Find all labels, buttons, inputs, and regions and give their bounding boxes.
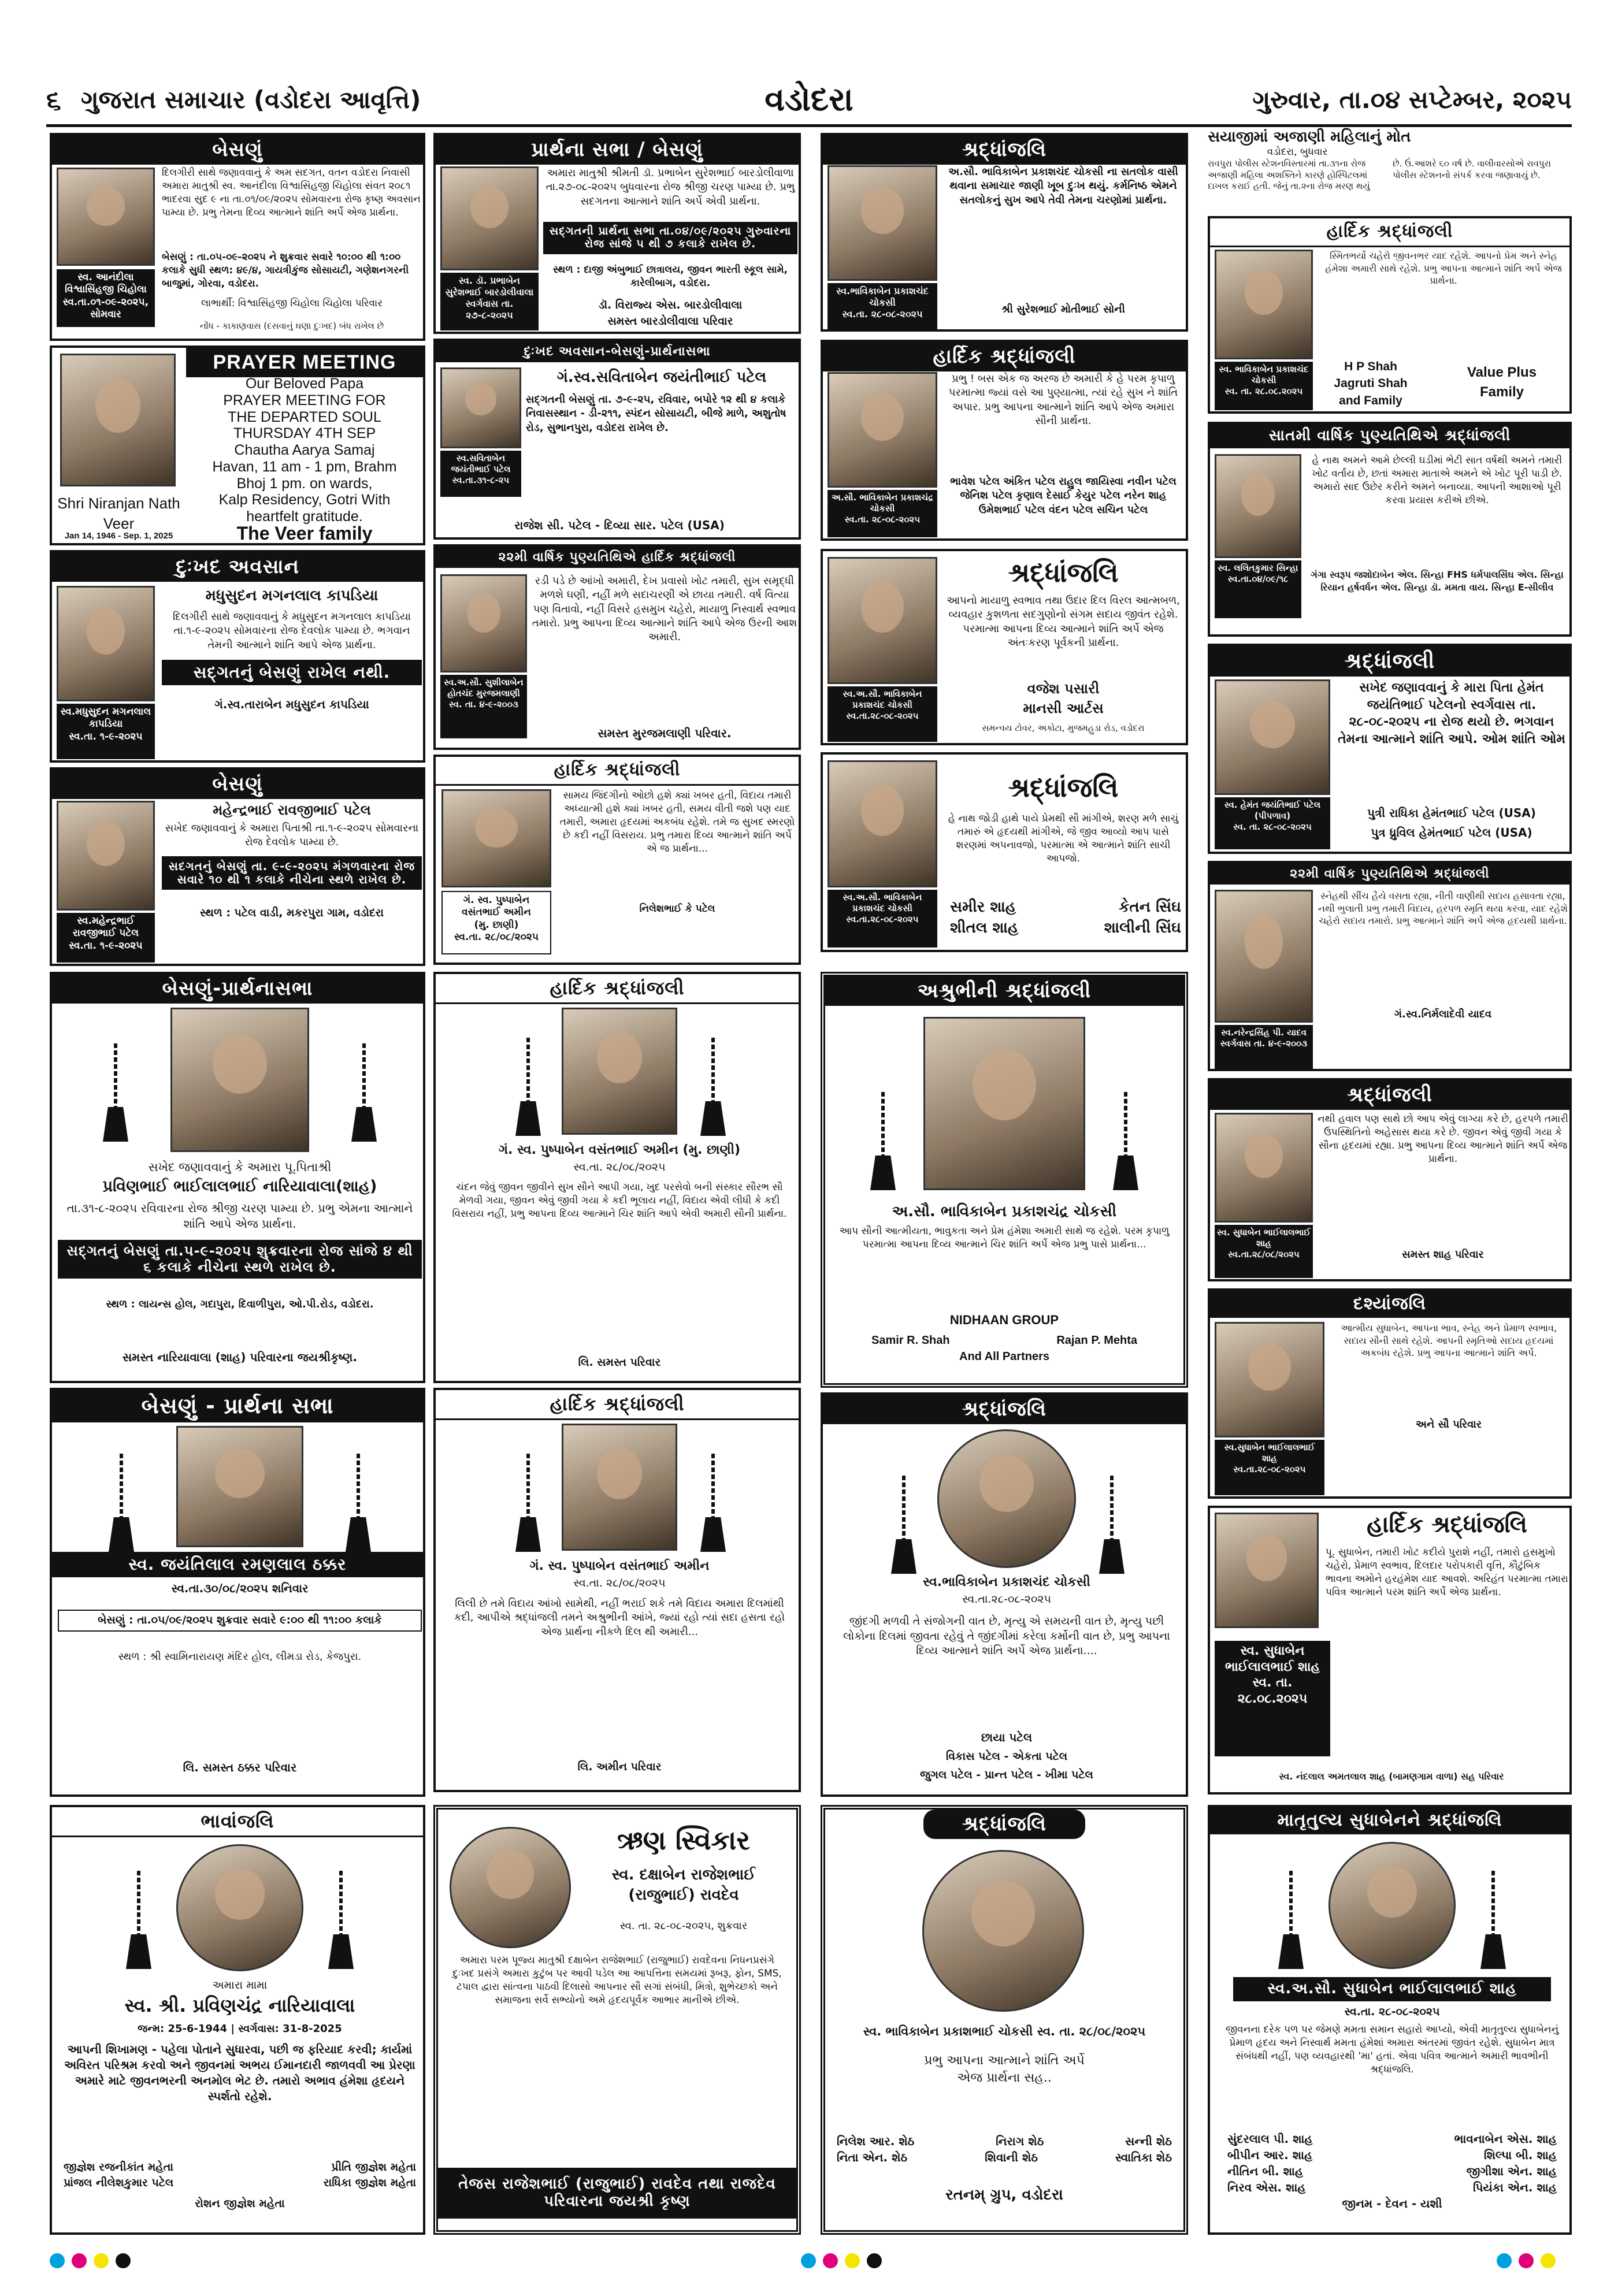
besnu-details: બેસણું : તા.૦૫-૦૯-૨૦૨૫ ને શુક્રવાર સવારે ૧૦:૦૦ થી ૧:૦૦ કલાકે સુધી સ્થળ: ૪૯/૪, ગાયત્રીકુંજ સોસાયટી, ગણેશનગરની બાજુમાં, ગોરવા, વડોદરા. [162, 251, 409, 289]
ad-text: સખેદ જણાવવાનું કે અમારા પિતાશ્રી તા.૧-૯-૨૦૨૫ સોમવારના રોજ દેવલોક પામ્યા છે. [165, 822, 419, 849]
signatory: બીપીન આર. શાહ [1227, 2148, 1313, 2162]
deceased-dates: જન્મ: 25-6-1944 | સ્વર્ગવાસ: 31-8-2025 [138, 2023, 342, 2035]
lamp-icon [886, 1476, 921, 1574]
ad-text: સ્નેહથી સીંચ હૈયે વસતા રહ્યા, નીતી વાણીથી સદાય હસાવતા રહ્યા, નથી ભુલાતી પ્રભુ તમારી વિદાય, હરપળ સ્મૃતિ થયા કરવા, યાદ રહેશે ચહેરો સદાય તમારો. પ્રભુ આત્માને શાંતિ અર્પે એજ હૃદયથી પ્રાર્થના. [1318, 890, 1568, 927]
date: સ્વ. તા. ૨૮/૦૮/૨૦૨૫ [1037, 2024, 1146, 2038]
registration-dot [72, 2253, 87, 2268]
besnu-details: બેસણું : તા.૦૫/૦૯/૨૦૨૫ શુક્રવાર સવારે ૯:૦૦ થી ૧૧:૦૦ કલાકે [58, 1610, 422, 1632]
line-1: Our Beloved Papa [245, 376, 364, 392]
obituary-ad [433, 755, 801, 965]
ad-title: અશ્રુભીની શ્રદ્ધાંજલી [825, 976, 1183, 1006]
registration-dot [1497, 2253, 1512, 2268]
family-names [1227, 2131, 1557, 2212]
family-names: સમસ્ત શાહ પરિવાર [1402, 1249, 1484, 1261]
line-3: THE DEPARTED SOUL [228, 408, 381, 425]
ad-title: PRAYER MEETING [186, 348, 423, 377]
ad-title: શ્રદ્ધાંજલિ [923, 1810, 1085, 1839]
family-names: લાભાર્થી: વિશ્વાસિંહજી ચિહોલા ચિહોલા પરિવાર [201, 298, 383, 309]
page-number: ૬ [46, 84, 61, 116]
deceased-name: મહેન્દ્રભાઈ રાવજીભાઈ પટેલ [213, 802, 371, 818]
obituary-ad [433, 339, 801, 540]
lamp-icon [341, 1454, 376, 1552]
partner: Rajan P. Mehta [1056, 1334, 1137, 1347]
ad-title: શ્રદ્ધાંજલિ [823, 135, 1186, 165]
lamp-icon [696, 1454, 730, 1552]
ad-title: હાર્દિક શ્રદ્ધાંજલી [436, 757, 799, 786]
partner: And All Partners [959, 1350, 1049, 1363]
deceased-caption: સ્વ.મહેન્દ્રભાઈ રાવજીભાઈ પટેલ સ્વ.તા. ૧-૯-૨૦૨૫ [57, 913, 155, 963]
line-5: Chautha Aarya Samaj [234, 442, 375, 458]
portrait-photo [440, 367, 521, 448]
besnu-details: સદ્ગતની બેસણું તા. ૭-૯-૨૫, રવિવાર, બપોરે ૧૨ થી ૪ કલાકે નિવાસસ્થાન - ડી-૨૧૧, સ્પંદન સોસાયટી, બીજે માળે, અશુતોષ રોડ, સુભાનપુરા, વડોદરા રાખેલ છે. [526, 393, 786, 434]
date: સ્વ.તા.૨૮-૦૮-૨૦૨૫ [962, 1593, 1051, 1606]
obituary-ad [50, 1388, 425, 1797]
place: સ્થળ : શ્રી સ્વામિનારાયણ મંદિર હોલ, લીમડા રોડ, કેજપુરા. [118, 1651, 362, 1663]
ad-text: હે નાથ અમને આમે છેલ્લી ઘડીમાં ભેટી સાત વર્ષથી અમને તમારી ખોટ વર્તાય છે, છતાં અમારા માતાએ અમને એ ખોટ પૂરી પાડી છે. અમારો સાદ ઉછેર કરીને અમને બનાવ્યા. આપની આશાઓ પૂરી કરવા પ્રયાસ કરીએ છીએ. [1312, 455, 1563, 506]
ad-title: હાર્દિક શ્રદ્ધાંજલિ [1367, 1511, 1527, 1538]
family-names: સમસ્ત નારિયાવાલા (શાહ) પરિવારના જયશ્રીકૃષ્ણ. [122, 1350, 358, 1364]
deceased-caption: સ્વ.મધુસુદન મગનલાલ કાપડિયા સ્વ.તા. ૧-૯-૨૦૨૫ [57, 704, 155, 759]
deceased-name: સ્વ.ભાવિકાબેન પ્રકાશચંદ ચોકસી [923, 1575, 1090, 1589]
ad-title: શ્રદ્ધાંજલી [1210, 1080, 1569, 1110]
deceased-name [831, 2023, 1178, 2039]
line-7: Bhoj 1 pm. on wards, [236, 475, 373, 492]
besnu-details: સદ્ગતની પ્રાર્થના સભા તા.૦૪/૦૯/૨૦૨૫ ગુરુવારના રોજ સાંજે ૫ થી ૭ કલાકે રાખેલ છે. [543, 222, 797, 254]
deceased-name: પ્રવિણભાઈ ભાઈલાલભાઈ નારિયાવાલા(શાહ) [102, 1177, 377, 1195]
page-header [46, 81, 1572, 127]
obituary-ad [821, 1392, 1188, 1797]
signatory: પિયંકા એન. શાહ [1473, 2180, 1557, 2194]
ad-text: આપની શિખામણ - પહેલા પોતાને સુધારવા, પછી જ ફરિયાદ કરવી; કાર્યમાં અવિરત પરિશ્રમ કરવો અને જીવનમાં અભય ઈમાનદારી જાળવવી આ પ્રેરણા અમારે માટે જીવનભરની અનમોલ ભેટ છે. તમારો અભાવ હંમેશા હૃદયને સ્પર્શતો રહેશે. [64, 2042, 415, 2103]
line-2: PRAYER MEETING FOR [223, 392, 386, 408]
ad-title: દુઃખદ અવસાન [52, 552, 423, 582]
portrait-photo [923, 1017, 1085, 1190]
signatory: નિતા એન. શેઠ [837, 2150, 908, 2164]
registration-dot [1519, 2253, 1534, 2268]
ad-title: દુઃખદ અવસાન-બેસણું-પ્રાર્થનાસભા [436, 341, 799, 362]
anniversary-ad [1208, 861, 1572, 1071]
registration-dot [116, 2253, 131, 2268]
family-names: ગંગા સ્વરૂપ જશોદાબેન એલ. સિન્હા FHS ધર્મપાલસિંઘ એલ. સિન્હા રિયાન હર્ષવર્ધન એલ. સિન્હા ડૉ. મમતા વાય. સિન્હા E-સીલીવ [1311, 569, 1564, 593]
ad-title: ૨૨મી વાર્ષિક પુણ્યતિથિએ શ્રદ્ધાંજલી [1210, 863, 1569, 885]
deceased-caption: સ્વ. ડૉ. પ્રભાબેન સુરેશભાઈ બારડોલીવાલા સ્વર્ગવાસ તા. ૨૭-૮-૨૦૨૫ [440, 273, 539, 330]
signatory: માનસી આર્ટસ [1023, 700, 1104, 716]
ad-text: પ્રભુ આપના આત્માને શાંતિ અર્પે એજ પ્રાર્થના સહ.. [924, 2053, 1085, 2085]
registration-dot [801, 2253, 816, 2268]
portrait-photo [57, 586, 155, 701]
ad-text: આપ સૌની આત્મીયતા, ભાવુકતા અને પ્રેમ હંમેશા અમારી સાથે જ રહેશે. પરમ કૃપાળુ પરમાત્મા આપના દિવ્ય આત્માને ચિર શાંતિ અર્પે એજ પ્રભુ પાસે પ્રાર્થના... [839, 1225, 1170, 1250]
ad-text: આત્મીય સુધાબેન, આપના ભાવ, સ્નેહ અને પ્રેમાળ સ્વભાવ, સદાય સૌની સાથે રહેશે. આપની સ્મૃતિઓ સદાય હૃદયમાં અકબંધ રહેશે. પ્રભુ આપના આત્માને શાંતિ અર્પે. [1340, 1322, 1557, 1359]
ad-text: આપનો માયાળુ સ્વભાવ તથા ઉદાર દિલ વિરલ આત્મબળ, વ્યવહાર કુશળતા સદગુણોનો સંગમ સદાય જીવંત રહેશે. પરમાત્મા આપના દિવ્ય આત્માને શાંતિ અર્પે એજ અંતઃકરણ પૂર્વકની પ્રાર્થના. [947, 595, 1180, 649]
signatory: જુગલ પટેલ - પ્રાન્ત પટેલ - ખીમા પટેલ [920, 1769, 1093, 1781]
deceased-caption: સ્વ. સુધાબેન ભાઈલાલભાઈ શાહ સ્વ. તા. ૨૮.૦૮.૨૦૨૫ [1215, 1641, 1330, 1756]
obituary-ad [821, 752, 1188, 952]
lamp-icon [1476, 1871, 1511, 1969]
partner: Samir R. Shah [871, 1334, 950, 1347]
ad-text: હે નાથ જોડી હાથે પાયે પ્રેમથી સૌ માંગીએ, શરણ મળે સાચું તમારું એ હૃદયથી માંગીએ, જે જીવ આવ્યો આપ પાસે શરણમાં અપનાવજો, પરમાત્મા એ આત્માને શાંતિ સાચી આપજો. [948, 813, 1179, 864]
ad-title: બેસણું - પ્રાર્થના સભા [52, 1390, 423, 1422]
portrait-photo [1215, 679, 1330, 795]
portrait-photo [1215, 1513, 1319, 1628]
anniversary-ad [433, 544, 801, 750]
signatory: પુત્રી રાધિકા હેમંતભાઈ પટેલ (USA) [1367, 806, 1536, 820]
obituary-ad [1208, 644, 1572, 854]
obituary-ad [50, 972, 425, 1383]
obituary-ad [821, 1805, 1188, 2235]
lamp-icon [1274, 1871, 1308, 1969]
portrait-photo [1215, 1113, 1313, 1223]
ad-title: સાતમી વાર્ષિક પુણ્યતિથિએ શ્રદ્ધાંજલી [1210, 424, 1569, 448]
signatory: ભાવનાબેન એસ. શાહ [1454, 2132, 1557, 2146]
brand-tagline: Family [1479, 384, 1524, 400]
lamp-icon [347, 1043, 381, 1142]
family-names: ગં.સ્વ.તારાબેન મધુસુદન કાપડિયા [214, 697, 369, 711]
signatory: શિવાની શેઠ [985, 2150, 1038, 2164]
ad-text: જીવનના દરેક પળ પર જેમણે મમતા સમાન સહારો આપ્યો, એવી માતૃતુલ્ય સુધાબેનનું પ્રેમાળ હૃદય અને નિસ્વાર્થ મમતા હંમેશાં અમારા અંતરમાં જીવંત રહેશે. સુધાબેન માત્ર સંબંધથી નહીં, પણ વ્યવહારથી 'મા' હતાં. એવા પવિત્ર આત્માને અમારી ભાવભીની શ્રદ્ધાંજલિ. [1225, 2024, 1559, 2075]
deceased-caption: સ્વ. લલિતકુમાર સિન્હા સ્વ.તા.૦૪/૦૯/૧૮ [1215, 560, 1301, 618]
signatory: કેતન સિંઘ [1119, 898, 1181, 916]
signatory: નીતિન બી. શાહ [1227, 2164, 1304, 2178]
deceased-caption: સ્વ.ભાવિકાબેન પ્રકાશચંદ ચોકસી સ્વ.તા. ૨૮-૦૮-૨૦૨૫ [827, 283, 937, 329]
ad-text: પ્રભુ ! બસ એક જ અરજ છે અમારી કે હે પરમ કૃપાળુ પરમાત્મા જ્યાં વસે આ પુણ્યાત્મા, ત્યાં રહે સુખ ને શાંતિ અપાર. પ્રભુ આપના આત્માને શાંતિ આપે એજ અમારા સૌની પ્રાર્થના. [948, 373, 1178, 427]
portrait-photo [57, 168, 155, 266]
ad-title: ૨૨મી વાર્ષિક પુણ્યતિથિએ હાર્દિક શ્રદ્ધાંજલી [436, 547, 799, 568]
deceased-caption: સ્વ. હેમંત જયંતિભાઈ પટેલ (પીપળાવ) સ્વ. તા. ૨૮-૦૮-૨૦૨૫ [1215, 797, 1330, 849]
ad-title: હાર્દિક શ્રદ્ધાંજલી [436, 974, 799, 1004]
portrait-photo [827, 165, 937, 281]
obituary-ad [821, 972, 1188, 1388]
obituary-ad [50, 133, 425, 341]
obituary-ad [821, 340, 1188, 541]
deceased-caption: સ્વ. ભાવિકાબેન પ્રકાશચંદ ચોકસી સ્વ. તા. ૨૮.૦૮.૨૦૨૫ [1215, 362, 1313, 410]
signatory: વિકાસ પટેલ - એકતા પટેલ [945, 1750, 1068, 1763]
deceased-name: Shri Niranjan Nath Veer [57, 495, 180, 533]
partner-names [871, 1332, 1137, 1365]
portrait-photo [170, 1008, 309, 1152]
signatory: વજેશ પસારી [1027, 681, 1100, 697]
family-names: સ્વ. નંદલાલ અમતલાલ શાહ (બામણગામ વાળા) સહ પરિવાર [1279, 1771, 1504, 1782]
registration-dot [94, 2253, 109, 2268]
ad-text [186, 376, 423, 525]
obituary-ad [1208, 216, 1572, 414]
portrait-photo [450, 1827, 571, 1948]
bhavanjali-ad [50, 1805, 425, 2235]
ad-title: ઋણ સ્વિકાર [617, 1825, 751, 1856]
ad-title: ભાવાંજલિ [52, 1807, 423, 1837]
portrait-photo [176, 1426, 303, 1547]
obituary-ad [1208, 1805, 1572, 2235]
obituary-ad [1208, 1078, 1572, 1281]
ad-text: રડી પડે છે આંખો અમારી, દેખ પ્રવાસો ખોટ તમારી, સુખ સમૃદ્ધી મળશે ઘણી, નહીં મળે સદાચરણી એ છાયા તમારી. વર્ષ વિત્યા પણ વિતાવો, નહીં વિસરે હસમુખ ચહેરો, માયાળુ નિસ્વાર્થ સ્વભાવ તમારો. પ્રભુ આપના દિવ્ય આત્માને શાંતિ આપે એજ ઉરની આશ અમારી. [532, 575, 797, 644]
registration-dot [50, 2253, 65, 2268]
registration-dot [823, 2253, 838, 2268]
signatory: શાલીની સિંઘ [1104, 919, 1181, 937]
family-names: ગં.સ્વ.નિર્મલાદેવી યાદવ [1394, 1008, 1492, 1020]
family-names: લિ. સમસ્ત પરિવાર [578, 1356, 661, 1369]
ad-text: સામય જિંદગીનો ઓછો હશે ક્યાં ખબર હતી, વિદાય તમારી અધ્યાત્મી હશે ક્યાં ખબર હતી, સમય વીતી જશે પણ યાદ તમારી, અમારા હૃદયમાં અકબંધ રહેશે. તમે જ સુખદ સ્મરણો છે કદી નહીં વિસરાય. પ્રભુ તમારા દિવ્ય આત્માને શાંતિ અર્પે એ જ પ્રાર્થના... [559, 790, 795, 855]
news-text: રાવપુરા પોલીસ સ્ટેશનવિસ્તારમાં તા.૩૧ના રોજ અજાણી મહિલા અશક્તિને કારણે હોસ્પિટલમાં દાખલ કરાઈ હતી. જેનું તા.૨ના રોજ મરણ થયું છે. ઉં.આશરે ૬૦ વર્ષ છે. વાલીવારસોએ રાવપુરા પોલીસ સ્ટેશનનો સંપર્ક કરવા જણાવાયું છે. [1208, 158, 1552, 191]
deceased-name: મધુસુદન મગનલાલ કાપડિયા [205, 587, 378, 604]
obituary-ad [50, 767, 425, 966]
line-9: heartfelt gratitude. [246, 508, 363, 525]
place: સ્થળ : લાયન્સ હોલ, ગદાપુરા, દિવાળીપુરા, ઓ.પી.રોડ, વડોદરા. [106, 1298, 374, 1310]
portrait-photo [827, 557, 937, 684]
registration-dot [1541, 2253, 1556, 2268]
ad-title: માતૃતુલ્ય સુધાબેનને શ્રદ્ધાંજલિ [1210, 1807, 1569, 1834]
deceased-caption: સ્વ.સુધાબેન ભાઈલાલભાઈ શાહ સ્વ.તા.૨૮-૦૮-૨૦૨૫ [1215, 1440, 1324, 1495]
place: સમન્વય ટોવર, અકોટા, મુજમહુડા રોડ, વડોદરા [982, 723, 1145, 733]
signatory: સમીર શાહ [950, 898, 1016, 916]
registration-dot [867, 2253, 882, 2268]
lamp-icon [1094, 1476, 1129, 1574]
deceased-caption: સ્વ.અ.સૌ. ભાવિકાબેન પ્રકાશચંદ ચોકસી સ્વ.તા.૨૮-૦૮-૨૦૨૫ [827, 890, 937, 948]
signatory: શિલ્પા બી. શાહ [1483, 2148, 1557, 2162]
ad-text: અમારા પરમ પૂજ્ય માતુશ્રી દક્ષાબેન રાજેશભાઈ (રાજુભાઈ) રાવદેવના નિધનપ્રસંગે દુઃખદ પ્રસંગે અમારા કુટુંબ પર આવી પડેલ આ આપત્તિના સમયમાં રૂબરૂ, ફોન, SMS, ટપાલ દ્વારા સાંત્વના પાઠવી દિલાસો આપનાર સૌ સગાં સંબંધી, મિત્રો, શુભેચ્છકો અને સમાજના સર્વે સભ્યોનો અમે હૃદયપૂર્વક આભાર માનીએ છીએ. [452, 1955, 782, 2006]
ad-title: શ્રદ્ધાંજલી [1210, 646, 1569, 677]
obituary-ad [433, 133, 801, 334]
ad-footer: નોંધ - કાકાણવાસ (દસવાનું ઘણા દુઃખદ) બંધ રાખેલ છે [199, 321, 384, 331]
portrait-photo [827, 760, 937, 887]
ad-title: બેસણું [52, 770, 423, 799]
ad-text: સ્મિતભર્યો ચહેરો જીવનભર યાદ રહેશે. આપનો પ્રેમ અને સ્નેહ હંમેશા અમારી સાથે રહેશે. પ્રભુ આપના આત્માને શાંતિ અર્પે એજ પ્રાર્થના. [1325, 250, 1562, 287]
deceased-name: સ્વ. શ્રી. પ્રવિણચંદ્ર નારિયાવાલા [124, 1994, 355, 2016]
portrait-photo [60, 354, 176, 486]
company-name: રતનમ્ ગ્રુપ, વડોદરા [945, 2186, 1063, 2204]
ad-title: દશ્યાંજલિ [1210, 1291, 1569, 1318]
deceased-caption: સ્વ.સવિતાબેન જયંતીભાઈ પટેલ સ્વ.તા.૩૧-૮-૨૫ [440, 451, 521, 497]
obituary-ad [1208, 1506, 1572, 1795]
lamp-icon [696, 1038, 730, 1136]
portrait-photo [1215, 1322, 1324, 1437]
ad-text: દિલગીરી સાથે જણાવવાનું કે મધુસુદન મગનલાલ કાપડિયા તા.૧-૯-૨૦૨૫ સોમવારના રોજ દેવલોક પામ્યા છે. ભગવાન તેમની આત્માને શાંતિ આપે એજ પ્રાર્થના. [172, 611, 411, 651]
deceased-name: ગં. સ્વ. પુષ્પાબેન વસંતભાઈ અમીન (મુ. છાણી) [498, 1143, 741, 1157]
place: સ્થળ : દાજી અંબુભાઈ છાત્રાલય, જીવન ભારતી સ્કૂલ સામે, કારેલીબાગ, વડોદરા. [552, 264, 788, 289]
issue-date: ગુરુવાર, તા.૦૪ સપ્ટેમ્બર, ૨૦૨૫ [1252, 86, 1572, 114]
portrait-photo [1328, 1842, 1456, 1969]
deceased-caption: સ્વ. આનંદીલા વિશ્વાસિંહજી ચિહોલા સ્વ.તા.૦૧-૦૯-૨૦૨૫, સોમવાર [57, 269, 155, 327]
line-6: Havan, 11 am - 1 pm, Brahm [212, 458, 397, 475]
ad-text: અ.સૌ. ભાવિકાબેન પ્રકાશચંદ ચોકસી ના સતલોક વાસી થવાના સમાચાર જાણી ખૂબ દુઃખ થયું. કર્મનિષ્ઠ એમને સતલોકનું સુખ આપે તેવી તેમના ચરણોમાં પ્રાર્થના. [948, 166, 1178, 206]
signatory: H P Shah [1344, 360, 1397, 373]
signatory: રાધિકા જીજ્ઞેશ મહેતા [323, 2176, 416, 2189]
brand-logo [1441, 363, 1563, 402]
ad-title: બેસણું [52, 135, 423, 165]
obituary-ad [821, 549, 1188, 745]
date: સ્વ. તા. ૨૮-૦૮-૨૦૨૫, શુક્રવાર [619, 1920, 748, 1932]
company-name: NIDHAAN GROUP [949, 1313, 1059, 1327]
signatory: રોશન જીજ્ઞેશ મહેતા [195, 2197, 285, 2210]
ad-title: શ્રદ્ધાંજલિ [1008, 557, 1119, 588]
portrait-photo [440, 166, 539, 270]
signatory: નિરાગ શેઠ [996, 2134, 1044, 2148]
portrait-photo [1215, 250, 1313, 359]
family-names: ભાવેશ પટેલ અંકિત પટેલ રાહુલ જાયિસ્વા નવીન પટેલ જેનિશ પટેલ કૃણાલ દેસાઈ કેયુર પટેલ નરેન શાહ ઉમેશભાઈ પટેલ વંદન પટેલ સચિન પટેલ [950, 475, 1177, 516]
ad-text: નથી હવાલ પણ સાથે છો આપ એવું લાગ્યા કરે છે, હરપળે તમારી ઉપસ્થિતિનો અહેસાસ થયા કરે છે. જીવન એવું જીવી ગયા કે સૌના હૃદયમાં રહ્યા. પ્રભુ આપના દિવ્ય આત્માને શાંતિ અર્પે એજ પ્રાર્થના. [1318, 1113, 1568, 1165]
family-names: નિલેશભાઈ કે પટેલ [639, 903, 715, 915]
brand-name: Value Plus [1467, 365, 1537, 380]
lamp-icon [121, 1871, 156, 1969]
signatory-names [1319, 358, 1423, 409]
deceased-dates: Jan 14, 1946 - Sep. 1, 2025 [64, 531, 173, 541]
line-8: Kalp Residency, Gotri With [218, 492, 391, 508]
date: સ્વ.તા.૩૦/૦૮/૨૦૨૫ શનિવાર [171, 1581, 309, 1595]
portrait-photo [1215, 890, 1313, 1023]
family-signature: The Veer family [236, 523, 373, 544]
deceased-caption: ગં. સ્વ. પુષ્પાબેન વસંતભાઈ અમીન (મુ. છાણી) સ્વ.તા. ૨૮/૦૮/૨૦૨૫ [441, 891, 551, 954]
news-item [1208, 127, 1566, 208]
deceased-name: ગં. સ્વ. પુષ્પાબેન વસંતભાઈ અમીન [529, 1559, 710, 1573]
family-names: સમસ્ત મુરજમલાણી પરિવાર. [598, 726, 732, 740]
family-names: લિ. સમસ્ત ઠક્કર પરિવાર [183, 1760, 297, 1774]
obituary-ad [433, 972, 801, 1383]
registration-dot [845, 2253, 860, 2268]
family-names: લિ. અમીન પરિવાર [577, 1760, 662, 1773]
signatory: સન્ની શેઠ [1125, 2134, 1172, 2148]
ad-text: તા.૩૧-૮-૨૦૨૫ રવિવારના રોજ શ્રીજી ચરણ પામ્યા છે. પ્રભુ એમના આત્માને શાંતિ આપે એજ પ્રાર્થના. [66, 1201, 413, 1231]
deceased-caption: સ્વ. સુધાબેન ભાઈલાલભાઈ શાહ સ્વ.તા.૨૮/૦૮/૨૦૨૫ [1215, 1225, 1313, 1278]
signatory: Jagruti Shah [1334, 377, 1408, 391]
signatory: સ્વાતિકા શેઠ [1115, 2150, 1172, 2164]
news-headline: સયાજીમાં અજાણી મહિલાનું મોત [1208, 128, 1411, 146]
family-names [950, 897, 1181, 939]
intro-line: સખેદ જણાવવાનું કે અમારા પૂ.પિતાશ્રી [148, 1160, 332, 1174]
lamp-icon [104, 1454, 139, 1552]
ad-text: પૂ. સુધાબેન, તમારી ખોટ કદીયે પુરાશે નહીં, તમારો હસમુખો ચહેરો, પ્રેમાળ સ્વભાવ, દિલદાર પરોપકારી વૃત્તિ, કૌટુંબિક ભાવના અમોને હરહંમેશ યાદ આવશે. અરિહંત પરમાત્મા તમારા પવિત્ર આત્માને પરમ શાંતિ અર્પે એજ પ્રાર્થના. [1326, 1547, 1568, 1598]
lamp-icon [511, 1038, 545, 1136]
portrait-photo [922, 1850, 1084, 2012]
prayer-meeting-ad [50, 345, 425, 545]
signatory: શીતલ શાહ [950, 919, 1019, 937]
ad-title: હાર્દિક શ્રદ્ધાંજલી [1210, 218, 1569, 247]
ad-text: ચંદન જેવું જીવન જીવીને સુખ સૌને આપી ગયા, ખુદ પરસેવો બની સંસ્કાર સૌરભ સૌ મેળવી ગયા, જીવન એવું જીવી ગયા કે કદી ભૂલાય નહીં, વિદાય એવી લીધી કે કદી વિસરાય નહીં, પ્રભુ આપના દિવ્ય આત્માને ચિર શાંતિ આપે એવી અમારી સૌની પ્રાર્થના. [452, 1182, 787, 1220]
ad-text: સખેદ જણાવવાનું કે મારા પિતા હેમંત જયંતિભાઈ પટેલનો સ્વર્ગવાસ તા. ૨૮-૦૮-૨૦૨૫ ના રોજ થયો છે. ભગવાન તેમના આત્માને શાંતિ આપે. ઓમ શાંતિ ઓમ [1338, 681, 1565, 747]
deceased-caption: સ્વ.નરેન્દ્રસિંહ પી. યાદવ સ્વર્ગવાસ તા. ૪-૯-૨૦૦૩ [1215, 1025, 1313, 1069]
date: સ્વ.તા. ૨૮-૦૮-૨૦૨૫ [1344, 2005, 1440, 2018]
besnu-details: સદ્ગતનું બેસણું તા.૫-૯-૨૦૨૫ શુક્રવારના રોજ સાંજે ૪ થી ૬ કલાકે નીચેના સ્થળે રાખેલ છે. [58, 1240, 422, 1279]
signatory: જીજ્ઞેશ રજનીકાંત મહેતા [64, 2161, 174, 2174]
lamp-icon [1108, 1092, 1143, 1190]
deceased-caption: સ્વ.અ.સૌ. સુશીલાબેન હોતચંદ મુરજમલાણી સ્વ. તા. ૪-૯-૨૦૦૩ [440, 675, 527, 738]
note: સદ્ગતનું બેસણું રાખેલ નથી. [162, 660, 422, 685]
ad-text: જીંદગી મળવી તે સંજોગની વાત છે, મૃત્યુ એ સમયની વાત છે, મૃત્યુ પછી લોકોના દિલમાં જીવતા રહેવું તે જીંદગીમાં કરેલા કર્મોની વાત છે, પ્રભુ આપના દિવ્ય આત્માને શાંતિ અર્પે એજ પ્રાર્થના.... [843, 1615, 1170, 1658]
portrait-photo [57, 801, 155, 911]
portrait-photo [562, 1424, 677, 1551]
ad-title: હાર્દિક શ્રદ્ધાંજલી [823, 342, 1186, 371]
ad-text: અમારા માતુશ્રી શ્રીમતી ડૉ. પ્રભાબેન સુરેશભાઈ બારડોલીવાળા તા.૨૭-૦૮-૨૦૨૫ બુધવારના રોજ શ્રીજી ચરણ પામ્યા છે. પ્રભુ સદગતના આત્માને શાંતિ અર્પે એવી પ્રાર્થના. [545, 167, 795, 207]
portrait-photo [562, 1008, 677, 1135]
signatory: પ્રાંજલ નીલેશકુમાર પટેલ [64, 2176, 174, 2189]
portrait-photo [937, 1429, 1076, 1568]
deceased-name: અ.સૌ. ભાવિકાબેન પ્રકાશચંદ્ર ચોકસી [892, 1203, 1117, 1220]
obituary-ad [50, 550, 425, 763]
obituary-ad [1208, 1288, 1572, 1499]
portrait-photo [176, 1844, 303, 1971]
deceased-name-text: સ્વ. ભાવિકાબેન પ્રકાશભાઈ ચોકસી [863, 2024, 1033, 2038]
deceased-name: ગં.સ્વ.સવિતાબેન જયંતીભાઈ પટેલ [556, 369, 767, 386]
deceased-caption: સ્વ.અ.સૌ. ભાવિકાબેન પ્રકાશચંદ ચોકસી સ્વ.તા.૨૮-૦૮-૨૦૨૫ [827, 686, 937, 742]
signatory: જીગીશા એન. શાહ [1466, 2164, 1557, 2178]
ad-title: હાર્દિક શ્રદ્ધાંજલી [436, 1390, 799, 1420]
deceased-name: સ્વ.અ.સૌ. સુધાબેન ભાઈલાલભાઈ શાહ [1233, 1977, 1551, 2001]
deceased-caption: અ.સૌ. ભાવિકાબેન પ્રકાશચંદ્ર ચોકસી સ્વ.તા. ૨૮-૦૮-૨૦૨૫ [827, 490, 937, 537]
place: સ્થળ : પટેલ વાડી, મકરપુરા ગામ, વડોદરા [199, 906, 384, 919]
paper-name: ગુજરાત સમાચાર (વડોદરા આવૃત્તિ) [81, 86, 421, 114]
signatory: પુત્ર ધ્રુવિલ હેમંતભાઈ પટેલ (USA) [1371, 826, 1532, 839]
city-title: વડોદરા [765, 81, 853, 118]
ad-title: પ્રાર્થના સભા / બેસણું [436, 135, 799, 165]
portrait-photo [440, 574, 527, 673]
gratitude-ad [433, 1805, 801, 2235]
deceased-name: સ્વ. દક્ષાબેન રાજેશભાઈ (રાજુભાઈ) રાવદેવ [611, 1866, 756, 1904]
anniversary-ad [1208, 422, 1572, 637]
family-names: રાજેશ સી. પટેલ - દિવ્યા સાર. પટેલ (USA) [514, 518, 725, 532]
ad-title: બેસણું-પ્રાર્થનાસભા [52, 974, 423, 1004]
signatory: ડૉ. વિરાજ્ય એસ. બારડોલીવાલા [598, 299, 743, 311]
ad-text: લિલી છે તમે વિદાય આંખો સામેથી, નહીં ભરાઈ શકે તમે વિદાય અમારા દિલમાંથી કદી, આપીએ શ્રદ્ધાંજલી તમને અશ્રુભીની આંખે, જ્યાં રહો ત્યાં સદા હસતા રહો એજ પ્રાર્થના નીકળે દિલ થી અમારી... [454, 1597, 785, 1638]
portrait-photo [1215, 454, 1301, 558]
news-dateline: વડોદરા, બુધવાર [1267, 146, 1328, 158]
signatory: નિરવ એસ. શાહ [1227, 2180, 1306, 2194]
date: સ્વ.તા. ૨૮/૦૮/૨૦૨૫ [573, 1577, 666, 1589]
ad-title: શ્રદ્ધાંજલિ [823, 1395, 1186, 1424]
relation-prefix: અમારા મામા [212, 1979, 268, 1992]
ad-title: શ્રદ્ધાંજલિ [1008, 772, 1119, 803]
family-names: સમસ્ત બારડોલીવાલા પરિવાર [607, 315, 733, 328]
lamp-icon [324, 1871, 358, 1969]
date: સ્વ.તા. ૨૮/૦૮/૨૦૨૫ [573, 1161, 666, 1173]
signatory: નિલેશ આર. શેઠ [837, 2134, 915, 2148]
lamp-icon [98, 1043, 133, 1142]
obituary-ad [821, 133, 1188, 332]
signatory: સુંદરલાલ પી. શાહ [1227, 2132, 1313, 2146]
family-names: છાયા પટેલ [981, 1730, 1033, 1744]
signatory-names [837, 2133, 1172, 2165]
lamp-icon [511, 1454, 545, 1552]
lamp-icon [866, 1092, 900, 1190]
deceased-caption: સ્વ. જયંતિલાલ રમણલાલ ઠક્કર [52, 1552, 423, 1577]
family-names [64, 2160, 416, 2212]
family-names: શ્રી સુરેશભાઈ મોતીભાઈ સોની [1001, 303, 1125, 315]
signatory: જીનમ - દેવન - યશી [1342, 2197, 1442, 2210]
signatory: પ્રીતિ જીજ્ઞેશ મહેતા [331, 2161, 416, 2174]
signatory: and Family [1339, 393, 1402, 407]
portrait-photo [441, 789, 551, 887]
family-names: તેજસ રાજેશભાઈ (રાજુભાઈ) રાવદેવ તથા રાજદેવ પરિવારના જયશ્રી કૃષ્ણ [438, 2168, 796, 2219]
ad-text: દિલગીરી સાથે જણાવવાનું કે અમ સદગત, વતન વડોદરા નિવાસી અમારા માતુશ્રી સ્વ. આનંદીલા વિશ્વાસિંહજી ચિહોલા સંવત ૨૦૮૧ ભાદરવા સુદ ૯ ના તા.૦૧/૦૯/૨૦૨૫ સોમવારના રોજ કૃષ્ણ અવસાન પામ્યા છે. પ્રભુ તેમના દિવ્ય આત્માને શાંતિ અર્પે એજ પ્રાર્થના. [162, 167, 421, 218]
line-4: THURSDAY 4TH SEP [233, 425, 376, 442]
besnu-details: સદગતનું બેસણું તા. ૯-૯-૨૦૨૫ મંગળવારના રોજ સવારે ૧૦ થી ૧ કલાકે નીચેના સ્થળે રાખેલ છે. [162, 856, 422, 890]
obituary-ad [433, 1388, 801, 1792]
family-names: અને સૌ પરિવાર [1415, 1418, 1482, 1431]
portrait-photo [827, 372, 937, 488]
